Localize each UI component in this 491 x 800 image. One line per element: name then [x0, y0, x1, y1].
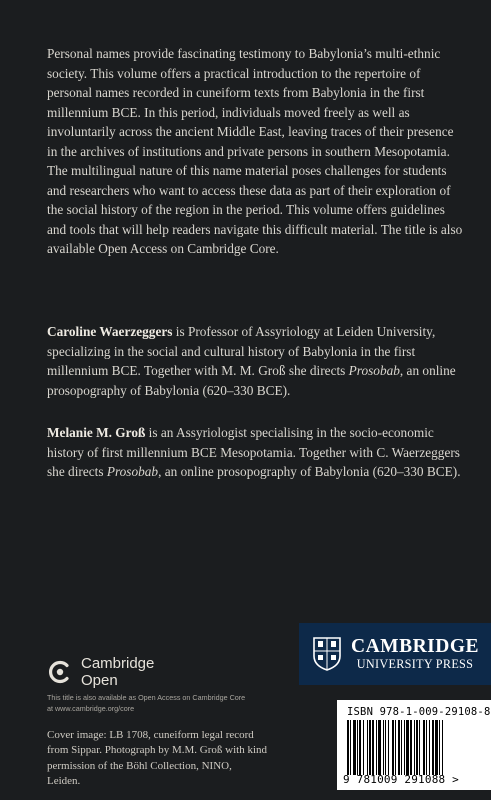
- author-bio-waerzeggers: [47, 322, 467, 400]
- isbn-barcode-box: [337, 700, 491, 790]
- book-description: Personal names provide fascinating testimony to Babylonia’s multi-ethnic society. This volume offers a practical introduction to the repertoire of personal names recorded in cuneiform texts from Babylonia in the first millennium BCE. In this period, individuals moved freely as well as involuntarily across the ancient Middle East, leaving traces of their presence in the archives of institutions and private persons in southern Mesopotamia. The multilingual nature of this name material poses challenges for students and researchers who want to access these data as part of their exploration of the social history of the region in the period. This volume offers guidelines and tools that will help readers navigate this difficult material. The title is also available Open Access on Cambridge Core.: [47, 46, 463, 256]
- publisher-name-line2: UNIVERSITY PRESS: [356, 657, 474, 671]
- barcode-icon: [345, 720, 485, 775]
- author-bio-text: is an Assyriologist specialising in the socio-economic history of first millennium BCE Mesopotamia. Together with C. Waerzeggers she directs: [47, 425, 460, 479]
- project-name: Prosobab: [106, 464, 159, 479]
- author-bio-text: , an online prosopography of Babylonia (620–330 BCE).: [158, 464, 461, 479]
- project-name: Prosobab: [348, 363, 400, 378]
- cambridge-open-logo: [47, 655, 154, 689]
- author-name: Melanie M. Groß: [47, 425, 146, 440]
- publisher-logo: [299, 623, 491, 685]
- author-bio-text: is Professor of Assyriology at Leiden University, specializing in the social and cultural history of Babylonia in the first millennium BCE. Together with M. M. Groß she directs: [47, 324, 436, 378]
- cambridge-open-line2: Open: [81, 672, 118, 689]
- open-access-c-icon: [47, 659, 73, 685]
- author-bio-gross: [47, 423, 467, 482]
- publisher-name-line1: CAMBRIDGE: [351, 636, 480, 657]
- isbn-label: ISBN 978-1-009-29108-8: [347, 706, 491, 718]
- author-bio-text: , an online prosopography of Babylonia (620–330 BCE).: [47, 363, 456, 398]
- author-name: Caroline Waerzeggers: [47, 324, 173, 339]
- cambridge-open-line1: Cambridge: [81, 655, 155, 672]
- university-shield-icon: [313, 637, 341, 671]
- isbn-digits: 9 781009 291088 >: [343, 773, 459, 786]
- cover-image-credit: Cover image: LB 1708, cuneiform legal record from Sippar. Photograph by M.M. Groß with kind permission of the Böhl Collection, NINO, Leiden.: [47, 729, 267, 788]
- open-access-note: This title is also available as Open Access on Cambridge Core at www.cambridge.org/core: [47, 693, 246, 713]
